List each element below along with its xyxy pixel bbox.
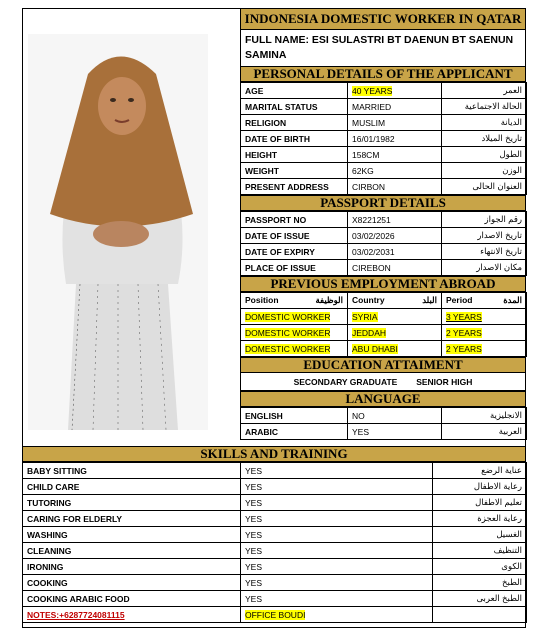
period-header-ar: المدة bbox=[503, 295, 522, 305]
marital-value: MARRIED bbox=[348, 99, 442, 115]
document-title: INDONESIA DOMESTIC WORKER IN QATAR bbox=[240, 8, 526, 30]
skill-label: CHILD CARE bbox=[23, 479, 241, 495]
table-row bbox=[241, 309, 527, 325]
table-header-row bbox=[241, 293, 527, 309]
period-header-en: Period bbox=[446, 295, 473, 305]
skill-value: YES bbox=[241, 527, 433, 543]
table-row bbox=[241, 424, 527, 440]
skill-value: YES bbox=[241, 559, 433, 575]
skill-label: CARING FOR ELDERLY bbox=[23, 511, 241, 527]
passport-no-value: X8221251 bbox=[348, 212, 442, 228]
skill-label-ar: الغسيل bbox=[433, 527, 527, 543]
age-value-text: 40 YEARS bbox=[352, 85, 393, 96]
passport-heading: PASSPORT DETAILS bbox=[240, 195, 526, 211]
skill-label-ar: الكوى bbox=[433, 559, 527, 575]
employment-period bbox=[442, 309, 527, 325]
table-row bbox=[241, 163, 527, 179]
english-label-ar: الانجليزية bbox=[442, 408, 527, 424]
employment-table bbox=[240, 292, 527, 357]
dob-value: 16/01/1982 bbox=[348, 131, 442, 147]
employment-position-text: DOMESTIC WORKER bbox=[245, 343, 331, 354]
skill-label-ar: عناية الرضع bbox=[433, 463, 527, 479]
table-row bbox=[241, 212, 527, 228]
table-row bbox=[241, 131, 527, 147]
table-row bbox=[241, 83, 527, 99]
table-row bbox=[23, 591, 527, 607]
table-row bbox=[241, 341, 527, 357]
address-label: PRESENT ADDRESS bbox=[241, 179, 348, 195]
skill-value: YES bbox=[241, 591, 433, 607]
employment-country bbox=[348, 325, 442, 341]
employment-country bbox=[348, 309, 442, 325]
personal-table bbox=[240, 82, 527, 195]
employment-position-text: DOMESTIC WORKER bbox=[245, 311, 331, 322]
skill-label-ar: التنظيف bbox=[433, 543, 527, 559]
employment-period-text: 3 YEARS bbox=[446, 311, 482, 322]
table-row bbox=[241, 99, 527, 115]
employment-country-text: SYRIA bbox=[352, 311, 378, 322]
table-row bbox=[241, 260, 527, 276]
marital-label: MARITAL STATUS bbox=[241, 99, 348, 115]
table-row bbox=[23, 575, 527, 591]
expiry-date-label-ar: تاريخ الانتهاء bbox=[442, 244, 527, 260]
table-row bbox=[241, 228, 527, 244]
dob-label: DATE OF BIRTH bbox=[241, 131, 348, 147]
employment-period-text: 2 YEARS bbox=[446, 327, 482, 338]
language-heading: LANGUAGE bbox=[240, 391, 526, 407]
marital-label-ar: الحالة الاجتماعية bbox=[442, 99, 527, 115]
skill-label-ar: رعاية الاطفال bbox=[433, 479, 527, 495]
applicant-photo-figure bbox=[28, 34, 208, 430]
weight-label-ar: الوزن bbox=[442, 163, 527, 179]
expiry-date-value: 03/02/2031 bbox=[348, 244, 442, 260]
notes-label: NOTES: bbox=[27, 609, 60, 620]
english-value: NO bbox=[348, 408, 442, 424]
table-row bbox=[23, 543, 527, 559]
skill-label-ar: الطبخ العربى bbox=[433, 591, 527, 607]
table-row bbox=[241, 408, 527, 424]
office-name: OFFICE BOUDI bbox=[245, 609, 306, 620]
table-row bbox=[241, 147, 527, 163]
skills-heading: SKILLS AND TRAINING bbox=[22, 446, 526, 462]
period-column-header bbox=[442, 293, 527, 309]
height-value: 158CM bbox=[348, 147, 442, 163]
table-row bbox=[241, 179, 527, 195]
applicant-photo bbox=[28, 34, 208, 430]
notes-phone: +6287724081115 bbox=[59, 609, 125, 620]
height-label: HEIGHT bbox=[241, 147, 348, 163]
country-column-header bbox=[348, 293, 442, 309]
issue-date-value: 03/02/2026 bbox=[348, 228, 442, 244]
age-label: AGE bbox=[241, 83, 348, 99]
skill-label: COOKING ARABIC FOOD bbox=[23, 591, 241, 607]
notes-cell bbox=[23, 607, 241, 623]
skill-label: COOKING bbox=[23, 575, 241, 591]
education-value: SECONDARY GRADUATE SENIOR HIGH bbox=[240, 373, 526, 391]
notes-row bbox=[23, 607, 527, 623]
passport-no-label-ar: رقم الجواز bbox=[442, 212, 527, 228]
table-row bbox=[23, 559, 527, 575]
skills-section bbox=[22, 446, 526, 623]
skill-label-ar: الطبخ bbox=[433, 575, 527, 591]
address-value: CIRBON bbox=[348, 179, 442, 195]
position-header-ar: الوظيفة bbox=[315, 295, 343, 305]
full-name: FULL NAME: ESI SULASTRI BT DAENUN BT SAENUN SAMINA bbox=[240, 30, 526, 66]
skill-value: YES bbox=[241, 511, 433, 527]
address-label-ar: العنوان الحالى bbox=[442, 179, 527, 195]
arabic-value: YES bbox=[348, 424, 442, 440]
skill-label: IRONING bbox=[23, 559, 241, 575]
skill-label: CLEANING bbox=[23, 543, 241, 559]
age-value bbox=[348, 83, 442, 99]
table-row bbox=[23, 511, 527, 527]
employment-period bbox=[442, 325, 527, 341]
table-row bbox=[241, 244, 527, 260]
weight-label: WEIGHT bbox=[241, 163, 348, 179]
passport-table bbox=[240, 211, 527, 276]
height-label-ar: الطول bbox=[442, 147, 527, 163]
country-header-en: Country bbox=[352, 295, 385, 305]
weight-value: 62KG bbox=[348, 163, 442, 179]
arabic-label-ar: العربية bbox=[442, 424, 527, 440]
skill-label-ar: تعليم الاطفال bbox=[433, 495, 527, 511]
details-column bbox=[240, 8, 526, 440]
employment-position bbox=[241, 341, 348, 357]
passport-no-label: PASSPORT NO bbox=[241, 212, 348, 228]
issue-place-value: CIREBON bbox=[348, 260, 442, 276]
skill-value: YES bbox=[241, 495, 433, 511]
employment-position bbox=[241, 325, 348, 341]
office-cell bbox=[241, 607, 433, 623]
issue-date-label: DATE OF ISSUE bbox=[241, 228, 348, 244]
issue-date-label-ar: تاريخ الاصدار bbox=[442, 228, 527, 244]
employment-country bbox=[348, 341, 442, 357]
employment-country-text: ABU DHABI bbox=[352, 343, 398, 354]
skill-value: YES bbox=[241, 479, 433, 495]
table-row bbox=[23, 479, 527, 495]
religion-label-ar: الديانة bbox=[442, 115, 527, 131]
employment-position bbox=[241, 309, 348, 325]
employment-period bbox=[442, 341, 527, 357]
english-label: ENGLISH bbox=[241, 408, 348, 424]
skill-value: YES bbox=[241, 543, 433, 559]
skill-value: YES bbox=[241, 463, 433, 479]
table-row bbox=[23, 495, 527, 511]
table-row bbox=[241, 325, 527, 341]
language-table bbox=[240, 407, 527, 440]
skill-label-ar: رعاية العجزة bbox=[433, 511, 527, 527]
expiry-date-label: DATE OF EXPIRY bbox=[241, 244, 348, 260]
employment-heading: PREVIOUS EMPLOYMENT ABROAD bbox=[240, 276, 526, 292]
dob-label-ar: تاريخ الميلاد bbox=[442, 131, 527, 147]
skills-table bbox=[22, 462, 527, 623]
employment-position-text: DOMESTIC WORKER bbox=[245, 327, 331, 338]
country-header-ar: البلد bbox=[422, 295, 437, 305]
skill-label: BABY SITTING bbox=[23, 463, 241, 479]
religion-value: MUSLIM bbox=[348, 115, 442, 131]
notes-empty-cell bbox=[433, 607, 527, 623]
table-row bbox=[23, 527, 527, 543]
religion-label: RELIGION bbox=[241, 115, 348, 131]
skill-label: WASHING bbox=[23, 527, 241, 543]
issue-place-label-ar: مكان الاصدار bbox=[442, 260, 527, 276]
employment-period-text: 2 YEARS bbox=[446, 343, 482, 354]
position-column-header bbox=[241, 293, 348, 309]
issue-place-label: PLACE OF ISSUE bbox=[241, 260, 348, 276]
position-header-en: Position bbox=[245, 295, 279, 305]
skill-value: YES bbox=[241, 575, 433, 591]
skill-label: TUTORING bbox=[23, 495, 241, 511]
personal-heading: PERSONAL DETAILS OF THE APPLICANT bbox=[240, 66, 526, 82]
age-label-ar: العمر bbox=[442, 83, 527, 99]
education-heading: EDUCATION ATTAIMENT bbox=[240, 357, 526, 373]
arabic-label: ARABIC bbox=[241, 424, 348, 440]
table-row bbox=[23, 463, 527, 479]
employment-country-text: JEDDAH bbox=[352, 327, 387, 338]
table-row bbox=[241, 115, 527, 131]
